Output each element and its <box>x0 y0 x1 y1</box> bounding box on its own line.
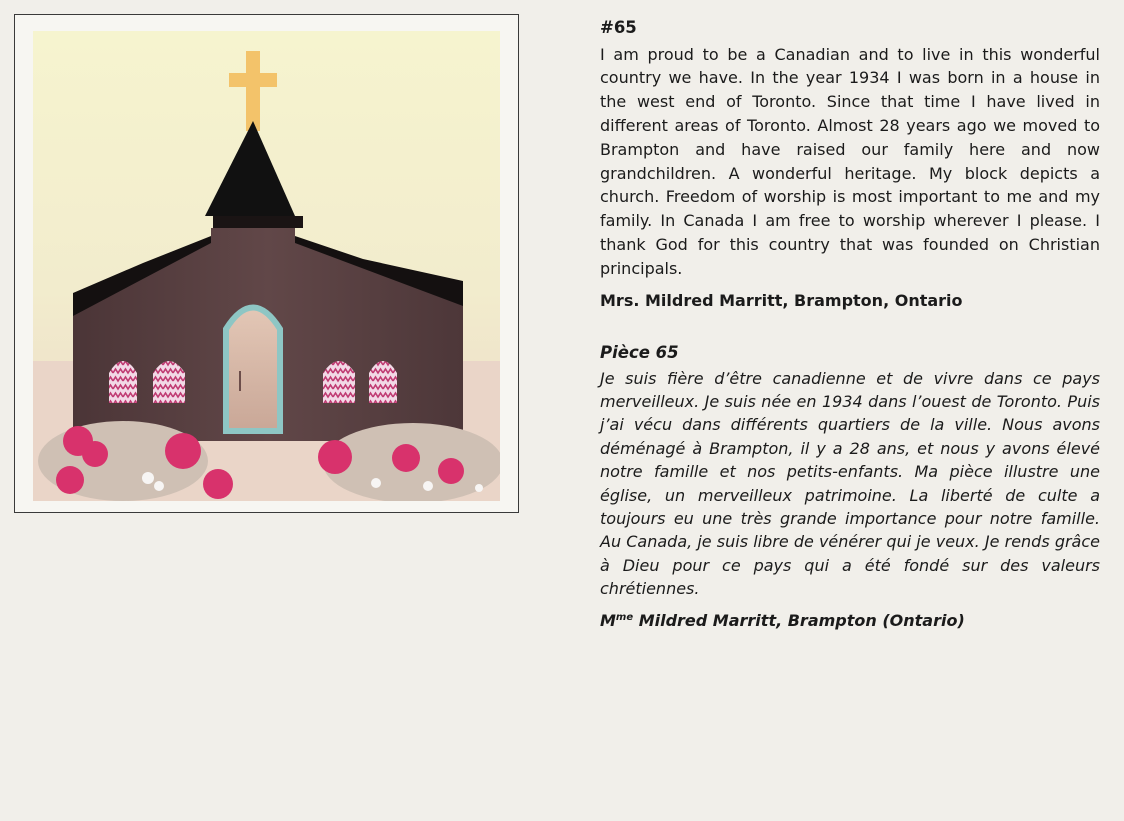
window <box>323 361 355 403</box>
window <box>153 361 185 403</box>
french-signature <box>600 611 1100 630</box>
signature-prefix: M <box>600 610 616 630</box>
quilt-block-frame <box>14 14 519 513</box>
signature-superscript: me <box>615 611 634 623</box>
french-entry-number: Pièce 65 <box>600 342 679 362</box>
english-story: I am proud to be a Canadian and to live in this wonderful country we have. In the year 1934 I was born in a house in the west end of Toronto. Since that time I have lived in different areas of Toronto. Almost 28 years ago we moved to Brampton and have raised our family here and now grandchildren. A wonderful heritage. My block depicts a church. Freedom of worship is most important to me and my family. In Canada I am free to worship wherever I please. I thank God for this country that was founded on Christian principals. <box>600 44 1100 278</box>
church-quilt-block-image <box>33 31 500 501</box>
window <box>109 361 137 403</box>
french-story: Je suis fière d’être canadienne et de vivre dans ce pays merveilleux. Je suis née en 1934 dans l’ouest de Toronto. Puis j’ai vécu dans différents quartiers de la ville. Nous avons déménagé à Brampton, il y a 28 ans, et nous y avons élevé notre famille et nos petits-enfants. Ma pièce illustre une église, un merveilleux patrimoine. La liberté de culte a toujours eu une très grande importance pour notre famille. Au Canada, je suis libre de vénérer qui je veux. Je rends grâce à Dieu pour ce pays qui a été fondé sur des valeurs chrétiennes. <box>600 368 1100 599</box>
signature-rest: Mildred Marritt, Brampton (Ontario) <box>633 610 965 630</box>
cross-icon <box>246 51 260 131</box>
french-section <box>600 343 1100 630</box>
window <box>369 361 397 403</box>
english-signature: Mrs. Mildred Marritt, Brampton, Ontario <box>600 290 963 310</box>
church-door <box>226 308 280 432</box>
entry-number: #65 <box>600 18 637 37</box>
story-text-column <box>600 18 1100 630</box>
